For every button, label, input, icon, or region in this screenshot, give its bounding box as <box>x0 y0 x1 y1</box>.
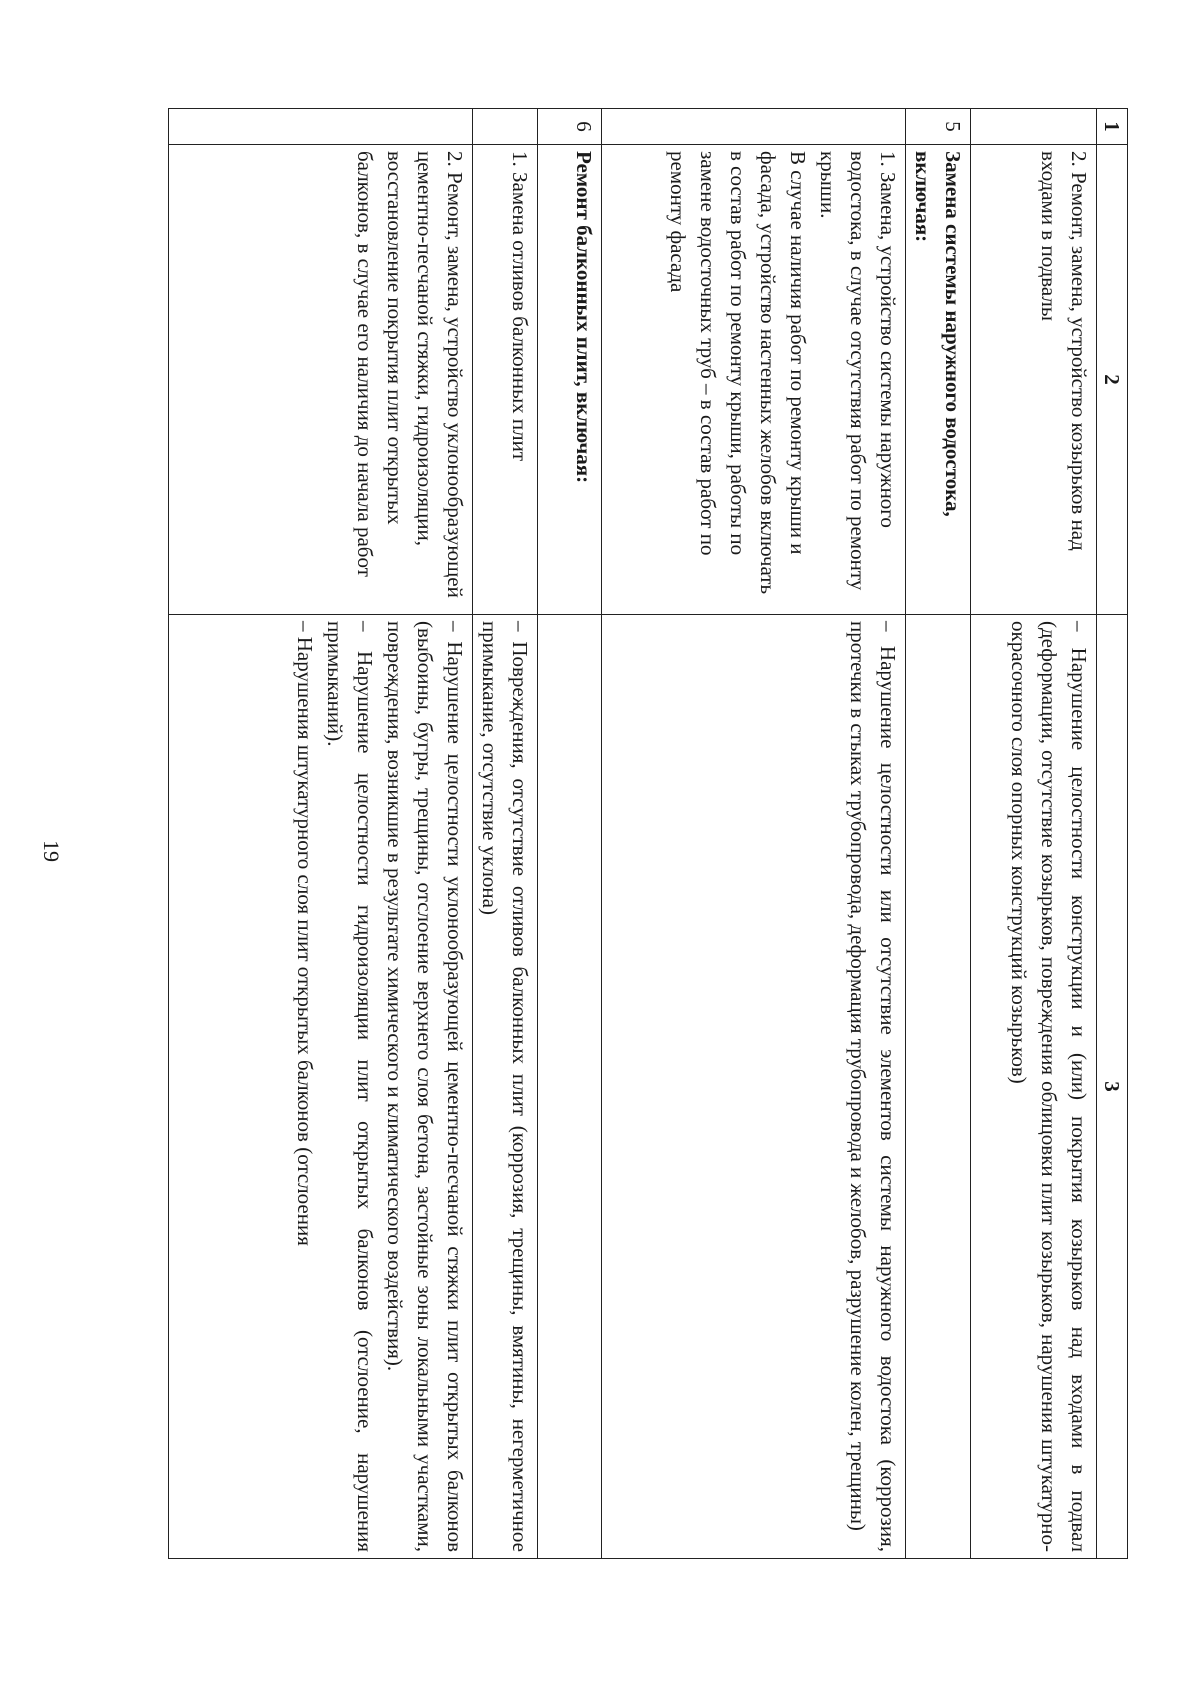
row-number: 6 <box>538 109 602 145</box>
row-number <box>602 109 906 145</box>
defect-text: – Нарушение целостности уклонообразующей цементно-песчаной стяжки плит открытых балконов (выбоины, бугры, трещины, отслоение верхнего слоя бетона, застойные зоны локальными участками, повреждения, возникшие в результате химического и климатического воздействия). <box>383 621 467 1552</box>
defect-cell <box>906 615 971 1559</box>
work-cell <box>169 145 473 615</box>
work-cell <box>602 145 906 615</box>
defect-cell <box>169 615 473 1559</box>
defect-text: – Повреждения, отсутствие отливов балконных плит (коррозия, трещины, вмятины, негерметичное примыкание, отсутствие уклона) <box>478 621 532 1552</box>
work-text: 1. Замена отливов балконных плит <box>508 151 532 462</box>
defect-text: – Нарушение целостности конструкции и (или) покрытия козырьков над входами в подвал (деформации, отсутствие козырьков, повреждения облицовки плит козырьков, нарушения штукатурно-окрасочного слоя опорных конструкций козырьков) <box>1007 621 1091 1552</box>
work-cell <box>538 145 602 615</box>
row-number <box>473 109 538 145</box>
work-text: 2. Ремонт, замена, устройство козырьков над входами в подвалы <box>1037 151 1091 551</box>
defect-text: – Нарушение целостности или отсутствие элементов системы наружного водостока (коррозия, протечки в стыках трубопровода, деформация трубопровода и желобов, разрушение колен, трещины) <box>846 621 900 1552</box>
work-cell <box>971 145 1097 615</box>
work-note: В случае наличия работ по ремонту крыши и фасада, устройство настенных желобов включать в состав работ по ремонту крыши, работы по замене водосточных труб – в состав работ по ремонту фасада <box>666 151 810 595</box>
row-number: 5 <box>906 109 971 145</box>
table-row <box>971 109 1097 1559</box>
rotated-table-container <box>168 108 1128 1558</box>
table-row <box>473 109 538 1559</box>
defect-cell <box>971 615 1097 1559</box>
table-row <box>538 109 602 1559</box>
row-number <box>971 109 1097 145</box>
row-number <box>169 109 473 145</box>
section-title: Замена системы наружного водостока, включая: <box>911 151 965 517</box>
table-row <box>169 109 473 1559</box>
table-row <box>906 109 971 1559</box>
header-col-3: 3 <box>1097 615 1128 1559</box>
header-col-2: 2 <box>1097 145 1128 615</box>
work-text: 1. Замена, устройство системы наружного водостока, в случае отсутствия работ по ремонту крыши. <box>816 151 900 591</box>
work-cell <box>906 145 971 615</box>
work-text: 2. Ремонт, замена, устройство уклонообразующей цементно-песчаной стяжки, гидроизоляции, восстановление покрытия плит открытых балконов, в случае его наличия до начала работ <box>353 151 467 598</box>
header-col-1: 1 <box>1097 109 1128 145</box>
defect-text: – Нарушение целостности гидроизоляции плит открытых балконов (отслоение, нарушения примыканий). <box>323 621 377 1552</box>
defect-cell <box>602 615 906 1559</box>
defect-text: – Нарушения штукатурного слоя плит открытых балконов (отслоения <box>293 621 317 1246</box>
works-table <box>168 108 1128 1559</box>
work-cell <box>473 145 538 615</box>
page-number: 19 <box>39 840 64 862</box>
table-row <box>602 109 906 1559</box>
table-body <box>169 109 1097 1559</box>
table-header-row <box>1097 109 1128 1559</box>
defect-cell <box>473 615 538 1559</box>
defect-cell <box>538 615 602 1559</box>
section-title: Ремонт балконных плит, включая: <box>572 151 596 484</box>
